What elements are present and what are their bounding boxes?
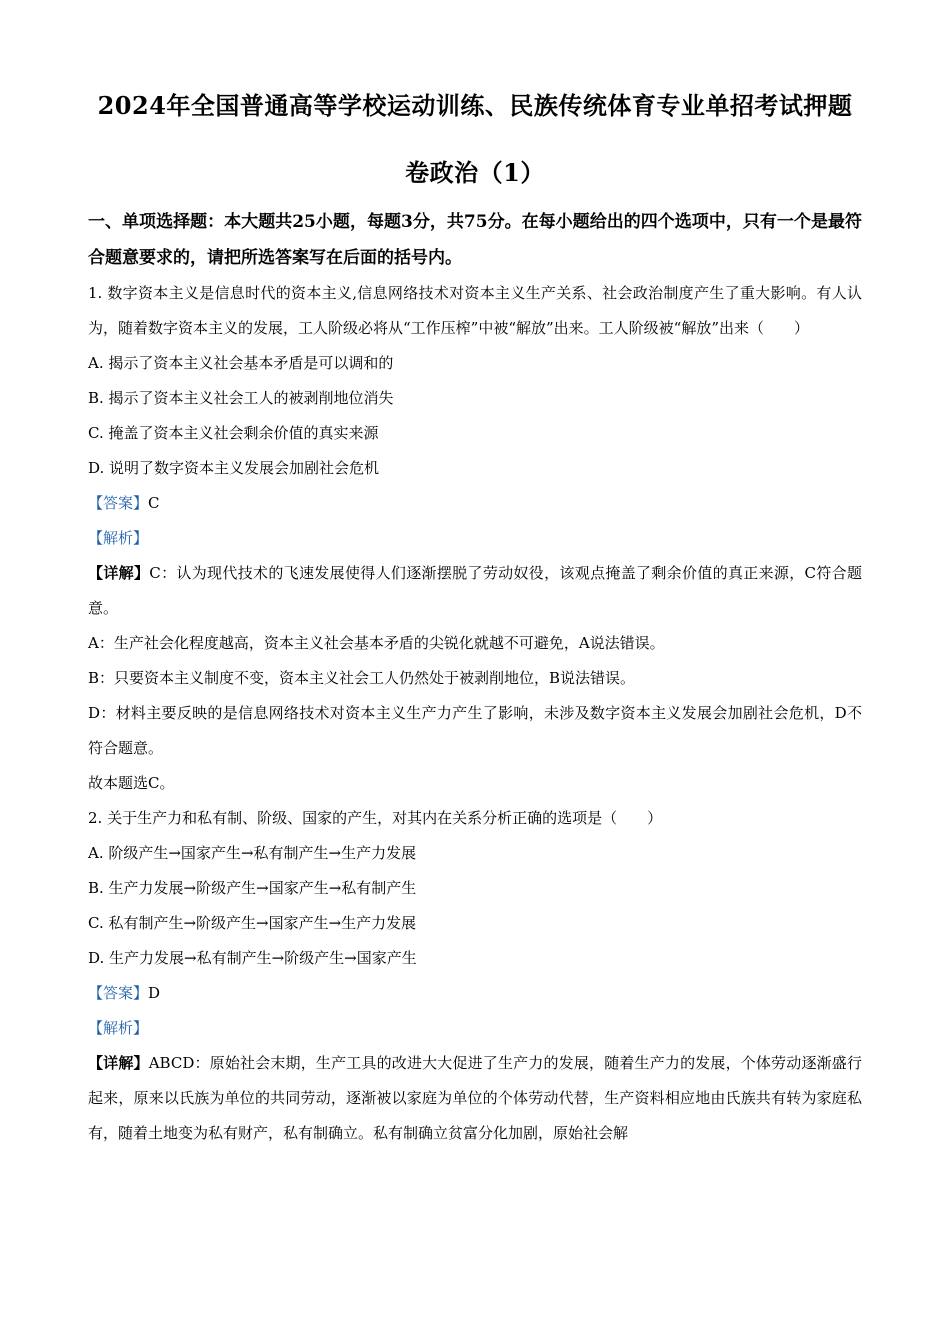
section-heading: 一、单项选择题：本大题共25小题，每题3分，共75分。在每小题给出的四个选项中，只有一个是最符合题意要求的，请把所选答案写在后面的括号内。 [88,212,862,268]
option-c: C. 掩盖了资本主义社会剩余价值的真实来源 [88,424,379,442]
answer-value: D [148,984,161,1002]
answer-label: 【答案】 [88,984,149,1002]
analysis-label: 【解析】 [88,1019,149,1037]
question-stem: 1. 数字资本主义是信息时代的资本主义,信息网络技术对资本主义生产关系、社会政治制度产生了重大影响。有人认为，随着数字资本主义的发展，工人阶级必将从“工作压榨”中被“解放”出来。工人阶级被“解放”出来（ ） [88,284,862,337]
detail-text: ABCD：原始社会末期，生产工具的改进大大促进了生产力的发展，随着生产力的发展，个体劳动逐渐盛行起来，原来以氏族为单位的共同劳动，逐渐被以家庭为单位的个体劳动代替，生产资料相应地由氏族共有转为家庭私有，随着土地变为私有财产，私有制确立。私有制确立贫富分化加剧，原始社会解 [88,1054,862,1142]
document-title-line2: 卷政治（1） [405,158,545,187]
detail-text: C：认为现代技术的飞速发展使得人们逐渐摆脱了劳动奴役，该观点掩盖了剩余价值的真正来源，C符合题意。 [88,564,862,617]
analysis-label: 【解析】 [88,529,149,547]
analysis-line [88,1011,862,1046]
option-d: D. 说明了数字资本主义发展会加剧社会危机 [88,459,380,477]
option-d: D. 生产力发展→私有制产生→阶级产生→国家产生 [88,949,417,967]
answer-label: 【答案】 [88,494,149,512]
detail-paragraph [88,1046,862,1151]
answer-line [88,976,862,1011]
analysis-line [88,521,862,556]
question-2 [88,801,862,1151]
answer-line [88,486,862,521]
question-stem: 2. 关于生产力和私有制、阶级、国家的产生，对其内在关系分析正确的选项是（ ） [88,809,663,827]
detail-paragraph: B：只要资本主义制度不变，资本主义社会工人仍然处于被剥削地位，B说法错误。 [88,669,636,687]
detail-paragraph [88,556,862,626]
detail-paragraph: A：生产社会化程度越高，资本主义社会基本矛盾的尖锐化就越不可避免，A说法错误。 [88,634,665,652]
option-a: A. 阶级产生→国家产生→私有制产生→生产力发展 [88,844,417,862]
option-c: C. 私有制产生→阶级产生→国家产生→生产力发展 [88,914,417,932]
answer-value: C [148,494,160,512]
detail-label: 【详解】 [88,1054,149,1072]
option-a: A. 揭示了资本主义社会基本矛盾是可以调和的 [88,354,394,372]
detail-label: 【详解】 [88,564,150,582]
option-b: B. 揭示了资本主义社会工人的被剥削地位消失 [88,389,394,407]
document-title-line1: 2024年全国普通高等学校运动训练、民族传统体育专业单招考试押题 [97,91,853,120]
option-b: B. 生产力发展→阶级产生→国家产生→私有制产生 [88,879,417,897]
question-1 [88,276,862,801]
detail-paragraph: 故本题选C。 [88,774,175,792]
detail-paragraph: D：材料主要反映的是信息网络技术对资本主义生产力产生了影响，未涉及数字资本主义发展会加剧社会危机，D不符合题意。 [88,704,862,757]
